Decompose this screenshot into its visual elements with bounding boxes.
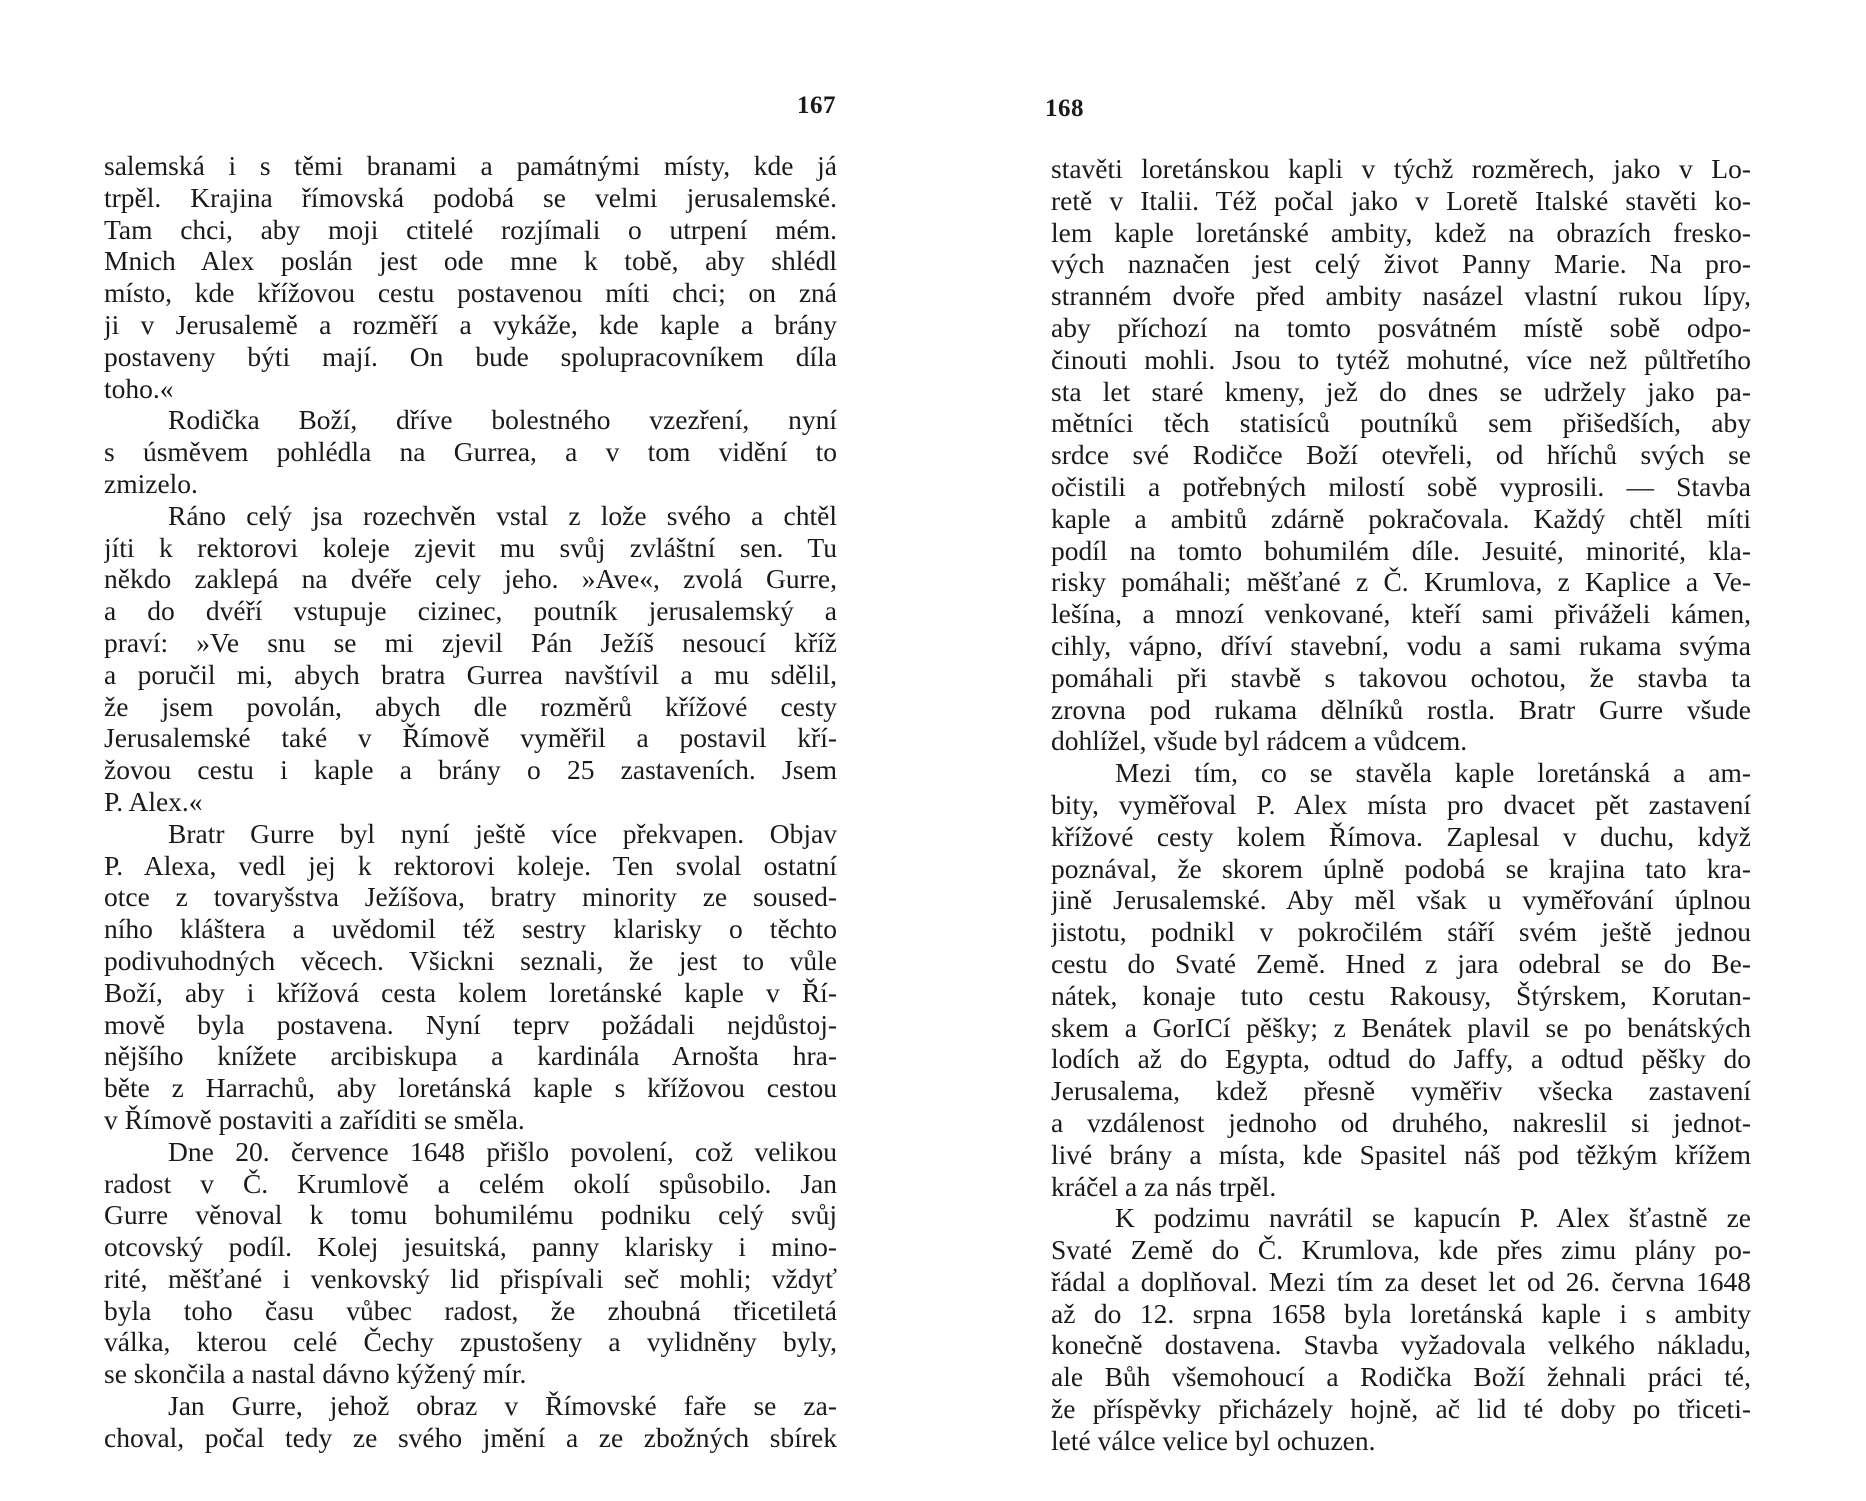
text-line: Dne 20. července 1648 přišlo povolení, což velikou (168, 1135, 837, 1167)
right-page-text (1051, 153, 1751, 1457)
text-line: K podzimu navrátil se kapucín P. Alex šťastně ze (1115, 1202, 1751, 1234)
text-line: postaveny býti mají. On bude spolupracovníkem díla (104, 340, 837, 372)
text-line: jině Jerusalemské. Aby měl však u vyměřování úplnou (1051, 884, 1751, 916)
text-line: Jerusalemské také v Římově vyměřil a postavil kří- (104, 722, 837, 754)
text-line: bity, vyměřoval P. Alex místa pro dvacet pět zastavení (1051, 788, 1751, 820)
text-line: byla toho času vůbec radost, že zhoubná třicetiletá (104, 1294, 837, 1326)
text-line: stavěti loretánskou kapli v týchž rozměrech, jako v Lo- (1051, 153, 1751, 184)
text-line: praví: »Ve snu se mi zjevil Pán Ježíš nesoucí kříž (104, 626, 837, 658)
text-line: se skončila a nastal dávno kýžený mír. (104, 1358, 527, 1390)
text-line: a do dvéří vstupuje cizinec, poutník jerusalemský a (104, 595, 837, 627)
text-line: otce z tovaryšstva Ježíšova, bratry minority ze soused- (104, 881, 837, 913)
text-line: P. Alex.« (104, 785, 203, 817)
text-line: rité, měšťané i venkovský lid přispívali seč mohli; vždyť (104, 1262, 837, 1294)
text-line: nátek, konaje tuto cestu Rakousy, Štýrskem, Korutan- (1051, 979, 1751, 1011)
text-line: zmizelo. (104, 467, 198, 499)
text-line: mově byla postavena. Nyní teprv požádali nejdůstoj- (104, 1008, 837, 1040)
text-line: aby příchozí na tomto posvátném místě sobě odpo- (1051, 311, 1751, 343)
text-line: žovou cestu i kaple a brány o 25 zastaveních. Jsem (104, 754, 837, 786)
text-line: konečně dostavena. Stavba vyžadovala velkého nákladu, (1051, 1329, 1751, 1361)
text-line: Jerusalema, kdež přesně vyměřiv všecka zastavení (1051, 1075, 1751, 1107)
text-line: že jsem povolán, abych dle rozměrů křížové cesty (104, 690, 837, 722)
text-line: křížové cesty kolem Římova. Zaplesal v duchu, když (1051, 820, 1751, 852)
text-line: P. Alexa, vedl jej k rektorovi koleje. Ten svolal ostatní (104, 849, 837, 881)
text-line: někdo zaklepá na dvéře cely jeho. »Ave«, zvolá Gurre, (104, 563, 837, 595)
text-line: běte z Harrachů, aby loretánská kaple s křížovou cestou (104, 1072, 837, 1104)
page-number-left: 167 (797, 92, 836, 119)
left-page-text (104, 150, 837, 1454)
text-line: vých naznačen jest celý život Panny Marie. Na pro- (1051, 248, 1751, 280)
text-line: Bratr Gurre byl nyní ještě více překvapen. Objav (168, 817, 837, 849)
text-line: Mezi tím, co se stavěla kaple loretánská a am- (1115, 757, 1751, 789)
text-line: lodích až do Egypta, odtud do Jaffy, a odtud pěšky do (1051, 1043, 1751, 1075)
text-line: jíti k rektorovi koleje zjevit mu svůj zvláštní sen. Tu (104, 531, 837, 563)
text-line: zrovna pod rukama dělníků rostla. Bratr Gurre všude (1051, 693, 1751, 725)
text-line: stranném dvoře před ambity nasázel vlastní rukou lípy, (1051, 280, 1751, 312)
text-line: ale Bůh všemohoucí a Rodička Boží žehnali práci té, (1051, 1361, 1751, 1393)
text-line: činouti mohli. Jsou to tytéž mohutné, více než půltřetího (1051, 343, 1751, 375)
text-line: Gurre věnoval k tomu bohumilému podniku celý svůj (104, 1199, 837, 1231)
text-line: jistotu, podnikl v pokročilém stáří svém ještě jednou (1051, 916, 1751, 948)
text-line: kaple a ambitů zdárně pokračovala. Každý chtěl míti (1051, 502, 1751, 534)
text-line: v Římově postaviti a zaříditi se směla. (104, 1103, 525, 1135)
text-line: Svaté Země do Č. Krumlova, kde přes zimu plány po- (1051, 1234, 1751, 1266)
text-line: Jan Gurre, jehož obraz v Římovské faře se za- (168, 1390, 837, 1422)
right-page (933, 0, 1866, 1501)
text-line: že příspěvky přicházely hojně, ač lid té doby po třiceti- (1051, 1393, 1751, 1425)
text-line: řádal a doplňoval. Mezi tím za deset let od 26. června 1648 (1051, 1265, 1751, 1297)
text-line: Boží, aby i křížová cesta kolem loretánské kaple v Ří- (104, 976, 837, 1008)
text-line: lem kaple loretánské ambity, kdež na obrazích fresko- (1051, 216, 1751, 248)
text-line: risky pomáhali; měšťané z Č. Krumlova, z Kaplice a Ve- (1051, 566, 1751, 598)
text-line: dohlížel, všude byl rádcem a vůdcem. (1051, 725, 1468, 757)
text-line: toho.« (104, 372, 174, 404)
text-line: leté válce velice byl ochuzen. (1051, 1424, 1376, 1456)
text-line: a vzdálenost jednoho od druhého, nakreslil si jednot- (1051, 1106, 1751, 1138)
text-line: místo, kde křížovou cestu postavenou míti chci; on zná (104, 277, 837, 309)
text-line: lešína, a mnozí venkované, kteří sami přiváželi kámen, (1051, 598, 1751, 630)
text-line: Tam chci, aby moji ctitelé rozjímali o utrpení mém. (104, 213, 837, 245)
text-line: a poručil mi, abych bratra Gurrea navštívil a mu sdělil, (104, 658, 837, 690)
text-line: s úsměvem pohlédla na Gurrea, a v tom vidění to (104, 436, 837, 468)
text-line: trpěl. Krajina římovská podobá se velmi jerusalemské. (104, 181, 837, 213)
text-line: nějšího knížete arcibiskupa a kardinála Arnošta hra- (104, 1040, 837, 1072)
text-line: ji v Jerusalemě a rozměří a vykáže, kde kaple a brány (104, 308, 837, 340)
text-line: až do 12. srpna 1658 byla loretánská kaple i s ambity (1051, 1297, 1751, 1329)
text-line: válka, kterou celé Čechy zpustošeny a vylidněny byly, (104, 1326, 837, 1358)
text-line: Rodička Boží, dříve bolestného vzezření, nyní (168, 404, 837, 436)
text-line: podivuhodných věcech. Všickni seznali, že jest to vůle (104, 944, 837, 976)
text-line: otcovský podíl. Kolej jesuitská, panny klarisky i mino- (104, 1231, 837, 1263)
text-line: pomáhali při stavbě s takovou ochotou, že stavba ta (1051, 661, 1751, 693)
text-line: srdce své Rodičce Boží otevřeli, od hříchů svých se (1051, 439, 1751, 471)
text-line: salemská i s těmi branami a památnými místy, kde já (104, 150, 837, 181)
page-number-right: 168 (1045, 95, 1084, 122)
text-line: ního kláštera a uvědomil též sestry klarisky o těchto (104, 913, 837, 945)
text-line: radost v Č. Krumlově a celém okolí spůsobilo. Jan (104, 1167, 837, 1199)
text-line: livé brány a místa, kde Spasitel náš pod těžkým křížem (1051, 1138, 1751, 1170)
text-line: Mnich Alex poslán jest ode mne k tobě, aby shlédl (104, 245, 837, 277)
text-line: choval, počal tedy ze svého jmění a ze zbožných sbírek (104, 1421, 837, 1453)
text-line: skem a GorICí pěšky; z Benátek plavil se po benátských (1051, 1011, 1751, 1043)
text-line: cestu do Svaté Země. Hned z jara odebral se do Be- (1051, 947, 1751, 979)
text-line: mětníci těch statisíců poutníků sem přišedších, aby (1051, 407, 1751, 439)
text-line: podíl na tomto bohumilém díle. Jesuité, minorité, kla- (1051, 534, 1751, 566)
text-line: sta let staré kmeny, jež do dnes se udržely jako pa- (1051, 375, 1751, 407)
text-line: kráčel a za nás trpěl. (1051, 1170, 1277, 1202)
text-line: poznával, že skorem úplně podobá se krajina tato kra- (1051, 852, 1751, 884)
text-line: retě v Italii. Též počal jako v Loretě Italské stavěti ko- (1051, 184, 1751, 216)
text-line: očistili a potřebných milostí sobě vyprosili. — Stavba (1051, 470, 1751, 502)
text-line: cihly, vápno, dříví stavební, vodu a sami rukama svýma (1051, 629, 1751, 661)
text-line: Ráno celý jsa rozechvěn vstal z lože svého a chtěl (168, 499, 837, 531)
